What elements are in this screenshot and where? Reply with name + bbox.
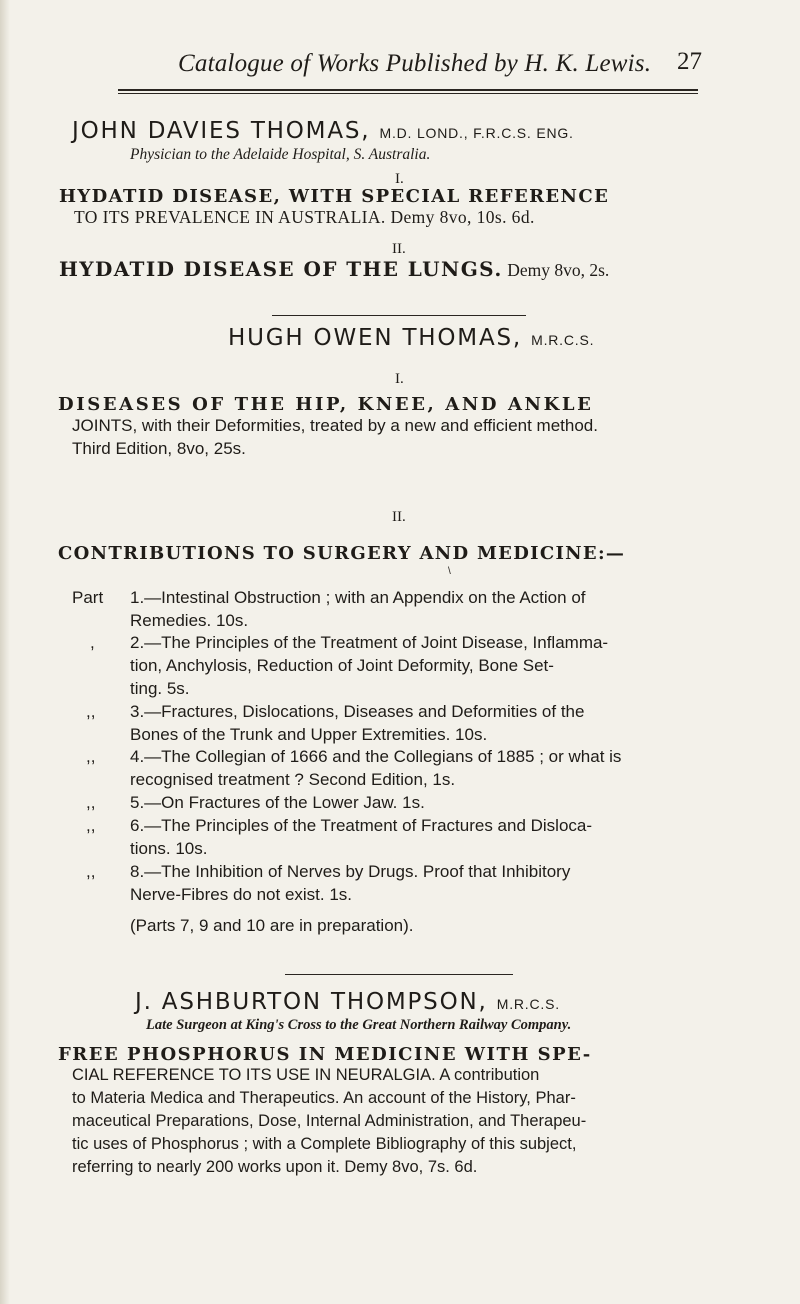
work-description — [72, 414, 598, 460]
part-entry — [72, 631, 608, 700]
part-prefix: , — [90, 633, 95, 652]
work-numeral: I. — [395, 171, 404, 187]
section-divider — [272, 315, 526, 316]
part-entry — [72, 860, 570, 906]
part-entry — [72, 700, 584, 746]
page-number: 27 — [677, 48, 702, 75]
part-text: 3.—Fractures, Dislocations, Diseases and Deformities of the — [130, 702, 585, 721]
part-prefix: ,, — [86, 793, 96, 812]
work-title: HYDATID DISEASE, WITH SPECIAL REFERENCE — [59, 186, 610, 207]
author-name: J. ASHBURTON THOMPSON, — [135, 989, 488, 1015]
part-continuation: recognised treatment ? Second Edition, 1s. — [130, 770, 456, 789]
part-prefix: ,, — [86, 702, 96, 721]
header-rule — [118, 89, 698, 94]
part-continuation: tions. 10s. — [130, 839, 208, 858]
work-title: HYDATID DISEASE OF THE LUNGS. — [59, 257, 503, 281]
description-line: Third Edition, 8vo, 25s. — [72, 439, 246, 458]
work-title: CONTRIBUTIONS TO SURGERY AND MEDICINE:— — [58, 543, 626, 564]
part-continuation: ting. 5s. — [130, 679, 190, 698]
description-line: to Materia Medica and Therapeutics. An account of the History, Phar- — [72, 1089, 576, 1107]
description-line: tic uses of Phosphorus ; with a Complete Bibliography of this subject, — [72, 1135, 577, 1153]
catalogue-page: Catalogue of Works Published by H. K. Lewis. 27 JOHN DAVIES THOMAS, M.D. LOND., F.R.C.S. ENG. Physician to the Adelaide Hospital, S. Australia. I. HYDATID DISEASE, WITH SPECIAL REFERENCE TO ITS PREVALENCE IN AUSTRALIA. Demy 8vo, 10s. 6d. II. HYDATID DISEASE OF THE LUNGS. Demy 8vo, 2s. HUGH OWEN THOMAS, M.R.C.S. I. DISEASES OF THE HIP, KNEE, AND ANKLE JOINTS, with their Deformities, treated by a new and efficient method. Third Edition, 8vo, 25s. II. CONTRIBUTIONS TO SURGERY AND MEDICINE:— \ Part 1.—Intestinal Obstruction ; with an Appendix on the Action of Remedies. 10s. , 2.—The Principles of the Treatment of Joint Disease, Inflamma- tion, Anchylosis, Reduction of Joint Deformity, Bone Set- ting. 5s. ,, 3.—Fractures, Dislocations, Diseases and Deformities of the Bones of the Trunk and Upper Extremities. 10s. ,, 4.—The Collegian of 1666 and the Collegians of 1885 ; or what is recognised treatment ? Second Edition, 1s. ,, 5.—On Fractures of the Lower Jaw. 1s. ,, 6.—The Principles of the Treatment of Fractures and Disloca- tions. 10s. ,, 8.—The Inhibition of Nerves by Drugs. Proof that Inhibitory Nerve-Fibres do not exist. 1s. (Parts 7, 9 and 10 are in preparation). J. ASHBURTON THOMPSON, M.R.C.S. Late Surgeon at King's Cross to the Great Northern Railway Company. FREE PHOSPHORUS IN MEDICINE WITH SPE- CIAL REFERENCE TO ITS USE IN NEURALGIA. A contribution to Materia Medica and Therapeutics. An account of the History, Phar- maceutical Preparations, Dose, Internal Administration, and Therapeu- tic uses of Phosphorus ; with a Complete Bibliography of this subject, referring to nearly 200 works upon it. Demy 8vo, 7s. 6d. — [0, 0, 800, 1304]
author-name: JOHN DAVIES THOMAS, — [72, 118, 371, 144]
preparation-note: (Parts 7, 9 and 10 are in preparation). — [130, 916, 414, 935]
author-affiliation: Physician to the Adelaide Hospital, S. Australia. — [130, 146, 431, 163]
part-continuation: Nerve-Fibres do not exist. 1s. — [130, 885, 353, 904]
work-numeral: I. — [395, 371, 404, 387]
part-continuation: Remedies. 10s. — [130, 611, 249, 630]
work-numeral: II. — [392, 241, 406, 257]
part-entry — [72, 586, 586, 632]
part-text: 5.—On Fractures of the Lower Jaw. 1s. — [130, 793, 425, 812]
part-continuation: tion, Anchylosis, Reduction of Joint Deformity, Bone Set- — [130, 656, 554, 675]
work-description — [72, 1064, 586, 1179]
work-price: Demy 8vo, 2s. — [507, 260, 610, 280]
author-affiliation: Late Surgeon at King's Cross to the Great Northern Railway Company. — [146, 1017, 572, 1033]
part-prefix: ,, — [86, 816, 96, 835]
part-text: 6.—The Principles of the Treatment of Fractures and Disloca- — [130, 816, 593, 835]
description-line: referring to nearly 200 works upon it. Demy 8vo, 7s. 6d. — [72, 1158, 478, 1176]
author-name: HUGH OWEN THOMAS, — [228, 325, 522, 351]
part-entry — [72, 745, 621, 791]
part-entry — [72, 814, 592, 860]
author-heading — [72, 118, 574, 144]
author-qualifications: M.D. LOND., F.R.C.S. ENG. — [379, 125, 574, 141]
author-qualifications: M.R.C.S. — [496, 996, 560, 1012]
part-continuation: Bones of the Trunk and Upper Extremities. 10s. — [130, 725, 488, 744]
description-line: maceutical Preparations, Dose, Internal Administration, and Therapeu- — [72, 1112, 587, 1130]
part-prefix: ,, — [86, 862, 96, 881]
part-text: 8.—The Inhibition of Nerves by Drugs. Proof that Inhibitory — [130, 862, 571, 881]
description-line: CIAL REFERENCE TO ITS USE IN NEURALGIA. A contribution — [72, 1066, 540, 1084]
work-title: DISEASES OF THE HIP, KNEE, AND ANKLE — [58, 394, 594, 415]
work-title: FREE PHOSPHORUS IN MEDICINE WITH SPE- — [58, 1044, 592, 1065]
work-numeral: II. — [392, 509, 406, 525]
part-text: 1.—Intestinal Obstruction ; with an Appendix on the Action of — [130, 588, 586, 607]
part-prefix: Part — [72, 588, 104, 607]
author-heading — [135, 989, 560, 1015]
work-title-line — [59, 257, 609, 281]
part-prefix: ,, — [86, 747, 96, 766]
section-divider — [285, 974, 513, 975]
page-edge-shadow — [0, 0, 10, 1304]
part-text: 4.—The Collegian of 1666 and the Collegians of 1885 ; or what is — [130, 747, 622, 766]
author-qualifications: M.R.C.S. — [531, 332, 595, 348]
description-line: JOINTS, with their Deformities, treated by a new and efficient method. — [72, 416, 598, 435]
work-title-continuation: TO ITS PREVALENCE IN AUSTRALIA. Demy 8vo, 10s. 6d. — [74, 207, 535, 227]
part-entry — [72, 791, 425, 814]
part-text: 2.—The Principles of the Treatment of Joint Disease, Inflamma- — [130, 633, 609, 652]
running-head: Catalogue of Works Published by H. K. Lewis. — [178, 50, 652, 77]
author-heading — [228, 325, 594, 351]
